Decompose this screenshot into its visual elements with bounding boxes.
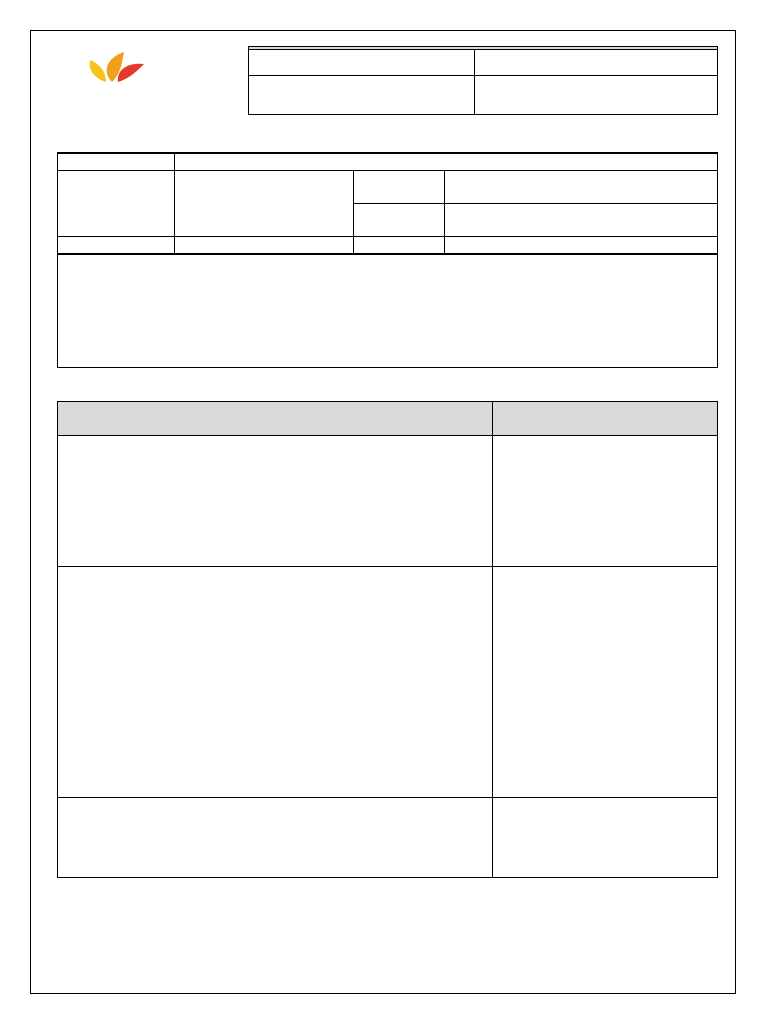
job-title-value [175, 154, 718, 171]
group-division-label [58, 171, 175, 237]
key-result-area-3 [58, 798, 493, 878]
reports-to-value [445, 171, 718, 204]
kpi-column-header [493, 402, 718, 436]
job-title-label [58, 154, 175, 171]
direct-reports-label [354, 204, 445, 237]
job-level-value [175, 237, 354, 254]
leaf-mark-icon [72, 50, 152, 84]
group-division-value [175, 171, 354, 237]
signature-table [38, 884, 730, 962]
key-result-area-table [57, 401, 718, 878]
effectivity-date-field [249, 76, 475, 115]
kra-column-header [58, 402, 493, 436]
key-result-area-1 [58, 436, 493, 567]
document-header-table [248, 46, 718, 115]
zenith-foods-logo [72, 50, 217, 145]
kpi-1-cell [493, 436, 718, 567]
identification-table [57, 152, 718, 368]
index-field [249, 50, 475, 76]
kpi-2-cell [493, 567, 718, 798]
job-level-empty-cell [354, 237, 445, 254]
page-number-field [475, 76, 718, 115]
job-level-empty-cell-2 [445, 237, 718, 254]
direct-reports-value [445, 204, 718, 237]
kpi-3-cell [493, 798, 718, 878]
job-summary-body [58, 255, 718, 368]
key-result-area-2 [58, 567, 493, 798]
revision-field [475, 50, 718, 76]
job-level-label [58, 237, 175, 254]
reports-to-label [354, 171, 445, 204]
